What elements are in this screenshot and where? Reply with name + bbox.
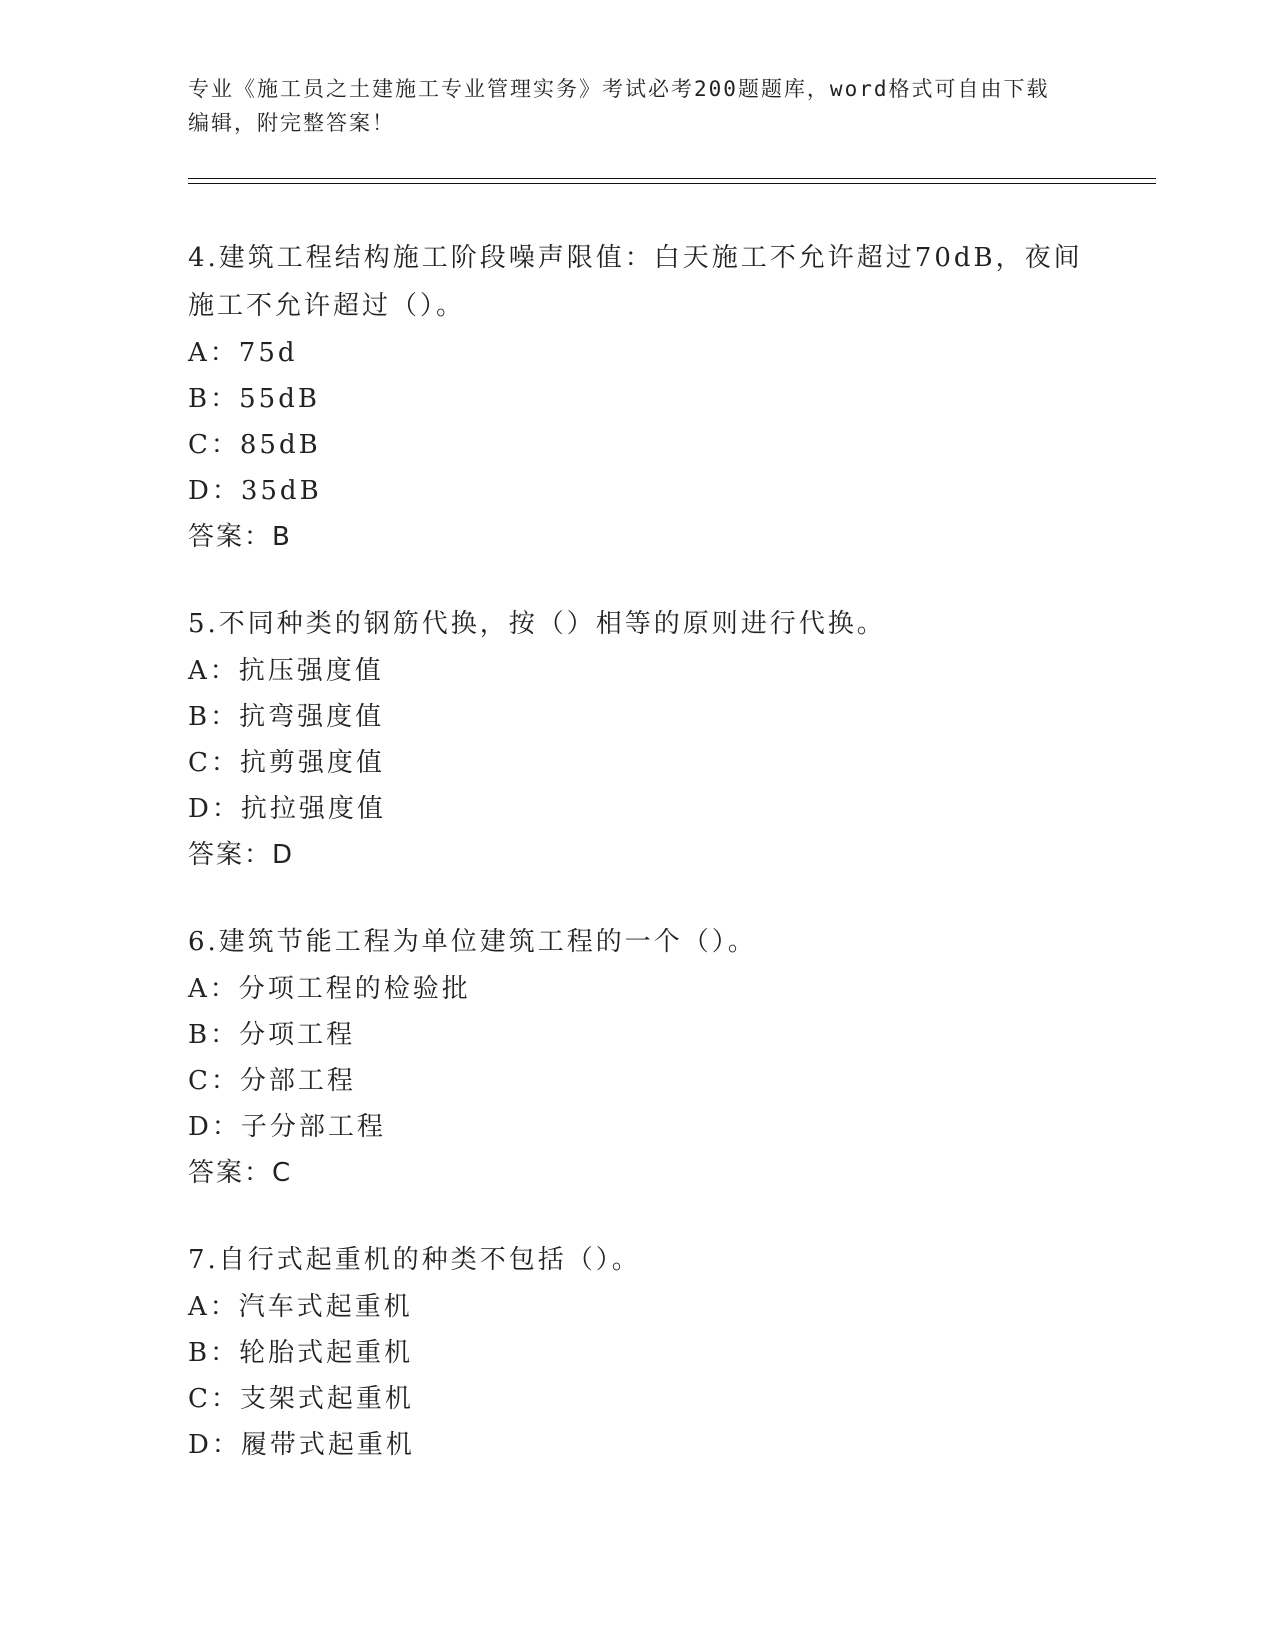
document-header: 专业《施工员之土建施工专业管理实务》考试必考200题题库，word格式可自由下载编辑，附完整答案！ [188,77,1050,135]
option-b: B：抗弯强度值 [188,702,385,732]
option-b: B：轮胎式起重机 [188,1338,414,1368]
question-stem: 6.建筑节能工程为单位建筑工程的一个（）。 [188,927,757,957]
answer: 答案：D [188,840,295,870]
option-d: D：抗拉强度值 [188,794,386,824]
option-c: C：支架式起重机 [188,1384,414,1414]
option-b: B：分项工程 [188,1020,356,1050]
option-c: C：抗剪强度值 [188,748,385,778]
question-6 [188,918,1088,1196]
question-stem: 4.建筑工程结构施工阶段噪声限值：白天施工不允许超过70dB，夜间施工不允许超过（）。 [188,243,1083,321]
option-c: C：85dB [188,430,321,460]
question-stem: 7.自行式起重机的种类不包括（）。 [188,1245,641,1275]
option-d: D：履带式起重机 [188,1430,415,1460]
option-a: A：分项工程的检验批 [188,974,471,1004]
option-d: D：35dB [188,476,322,506]
question-list [188,234,1088,1508]
option-b: B：55dB [188,384,320,414]
option-a: A：抗压强度值 [188,656,384,686]
option-c: C：分部工程 [188,1066,356,1096]
question-7 [188,1236,1088,1468]
option-a: A：75d [188,338,298,368]
question-stem: 5.不同种类的钢筋代换，按（）相等的原则进行代换。 [188,609,886,639]
answer: 答案：C [188,1158,293,1188]
header-rule-bottom [188,183,1156,184]
header-rule-top [188,178,1156,179]
answer: 答案：B [188,522,292,552]
option-a: A：汽车式起重机 [188,1292,413,1322]
question-5 [188,600,1088,878]
option-d: D：子分部工程 [188,1112,386,1142]
question-4 [188,234,1088,560]
